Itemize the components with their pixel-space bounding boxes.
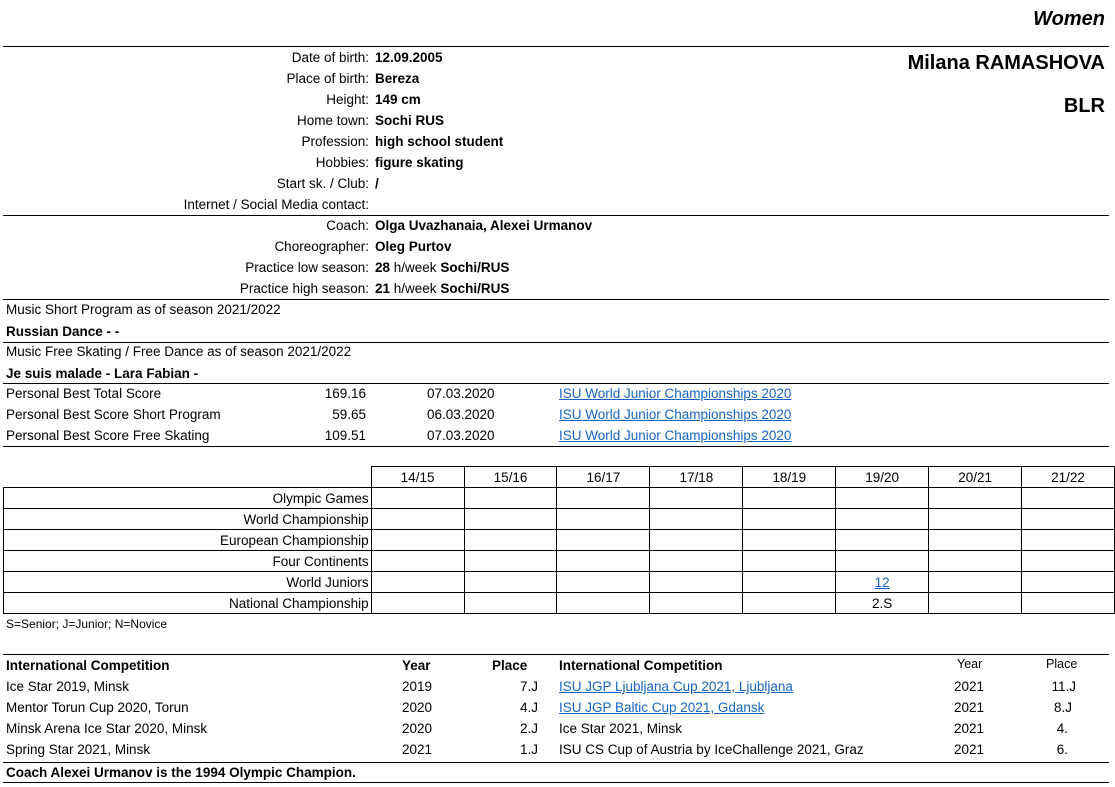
cell [464,551,557,572]
competition-link[interactable]: ISU JGP Baltic Cup 2021, Gdansk [559,700,765,715]
bio-label: Internet / Social Media contact: [183,197,369,212]
practice-low-label: Practice low season: [245,260,369,275]
coach-label: Coach: [326,218,369,233]
bio-value: / [375,176,379,191]
bio-value: Sochi RUS [375,113,445,128]
cell [371,509,464,530]
row-label: Four Continents [4,551,372,572]
cell [371,593,464,614]
competition-place: 7.J [519,679,538,694]
season-header: 17/18 [650,467,743,488]
cell [371,530,464,551]
cell [836,530,929,551]
championship-table [3,466,1115,614]
pb-event-link[interactable]: ISU World Junior Championships 2020 [559,428,792,443]
cell [464,488,557,509]
pb-label: Personal Best Score Short Program [6,407,221,422]
coach-value: Olga Uvazhanaia, Alexei Urmanov [375,218,593,233]
cell [929,572,1022,593]
legend-text: S=Senior; J=Junior; N=Novice [6,617,168,631]
competition-header: International Competition [6,658,170,673]
practice-low-value [375,260,509,275]
bio-value: figure skating [375,155,464,170]
bio-value: high school student [375,134,504,149]
practice-high-value [375,281,509,296]
competition-year: 2020 [402,700,433,715]
cell [650,572,743,593]
cell [836,551,929,572]
cell [929,593,1022,614]
athlete-name: Milana RAMASHOVA [907,52,1105,74]
cell [650,551,743,572]
bio-value: 149 cm [375,92,421,107]
header-spacer [4,467,372,488]
pb-score: 59.65 [332,407,366,422]
table-row [4,551,1115,572]
cell [464,572,557,593]
practice-high-place: Sochi/RUS [440,281,510,296]
season-header: 15/16 [464,467,557,488]
divider [3,215,1109,216]
cell [371,488,464,509]
cell [557,488,650,509]
row-label: World Championship [4,509,372,530]
practice-low-hours: 28 [375,260,391,275]
divider [3,342,1109,343]
bio-label: Start sk. / Club: [276,176,369,191]
pb-date: 07.03.2020 [427,386,495,401]
season-header: 21/22 [1022,467,1115,488]
bio-label: Place of birth: [286,71,369,86]
row-label: European Championship [4,530,372,551]
cell [929,488,1022,509]
pb-date: 07.03.2020 [427,428,495,443]
cell [557,593,650,614]
pb-event-link[interactable]: ISU World Junior Championships 2020 [559,407,792,422]
cell [743,509,836,530]
divider [3,446,1109,447]
cell [650,509,743,530]
bio-label: Profession: [301,134,369,149]
competition-place: 4.J [519,700,538,715]
season-header: 14/15 [371,467,464,488]
category-title: Women [1033,8,1105,30]
cell [464,593,557,614]
competition-name: Ice Star 2019, Minsk [6,679,130,694]
divider [3,782,1109,783]
choreographer-value: Oleg Purtov [375,239,452,254]
cell [836,488,929,509]
row-label: Olympic Games [4,488,372,509]
cell [1022,593,1115,614]
competition-name: Minsk Arena Ice Star 2020, Minsk [6,721,208,736]
cell [650,530,743,551]
fs-music-heading: Music Free Skating / Free Dance as of season 2021/2022 [6,344,352,359]
season-header: 16/17 [557,467,650,488]
sp-music-heading: Music Short Program as of season 2021/2022 [6,302,281,317]
competition-place: 4. [1056,721,1068,736]
divider [3,762,1109,763]
cell [557,530,650,551]
bio-label: Date of birth: [291,50,369,65]
pb-label: Personal Best Score Free Skating [6,428,210,443]
divider [3,383,1109,384]
divider [3,46,1109,47]
competition-name: Mentor Torun Cup 2020, Torun [6,700,189,715]
world-juniors-result-cell [836,572,929,593]
table-row [4,593,1115,614]
cell [929,530,1022,551]
world-juniors-result-link[interactable]: 12 [874,574,890,590]
practice-low-place: Sochi/RUS [440,260,510,275]
cell [650,488,743,509]
cell [650,593,743,614]
sp-music-title: Russian Dance - - [6,324,120,339]
cell [929,551,1022,572]
season-header: 19/20 [836,467,929,488]
cell [1022,488,1115,509]
competition-name: Ice Star 2021, Minsk [559,721,683,736]
pb-date: 06.03.2020 [427,407,495,422]
season-header: 18/19 [743,467,836,488]
cell [1022,509,1115,530]
competition-year: 2021 [402,742,433,757]
practice-low-unit: h/week [390,260,441,275]
table-row [4,530,1115,551]
cell [557,551,650,572]
bio-label: Height: [326,92,369,107]
choreographer-label: Choreographer: [274,239,369,254]
practice-high-label: Practice high season: [239,281,369,296]
table-row [4,509,1115,530]
bio-label: Home town: [296,113,369,128]
row-label: National Championship [4,593,372,614]
cell [929,509,1022,530]
bio-label: Hobbies: [315,155,369,170]
divider [3,654,1109,655]
cell [557,572,650,593]
cell [557,509,650,530]
national-result-cell: 2.S [836,593,929,614]
year-header: Year [402,658,431,673]
cell [743,593,836,614]
footnote: Coach Alexei Urmanov is the 1994 Olympic Champion. [6,765,356,780]
cell [743,530,836,551]
competition-year: 2021 [954,700,985,715]
competition-year: 2021 [954,679,985,694]
competition-name: ISU CS Cup of Austria by IceChallenge 2021, Graz [559,742,864,757]
pb-label: Personal Best Total Score [6,386,162,401]
competition-place: 1.J [519,742,538,757]
table-row [4,488,1115,509]
bio-value: Bereza [375,71,420,86]
season-header: 20/21 [929,467,1022,488]
table-row [4,572,1115,593]
cell [743,572,836,593]
competition-header: International Competition [559,658,723,673]
table-header-row [4,467,1115,488]
pb-score: 169.16 [324,386,366,401]
cell [1022,572,1115,593]
cell [1022,551,1115,572]
competition-year: 2020 [402,721,433,736]
cell [1022,530,1115,551]
place-header: Place [1046,657,1078,671]
cell [836,509,929,530]
competition-link[interactable]: ISU JGP Ljubljana Cup 2021, Ljubljana [559,679,793,694]
competition-place: 6. [1056,742,1068,757]
competition-name: Spring Star 2021, Minsk [6,742,151,757]
place-header: Place [492,658,528,673]
year-header: Year [957,657,983,671]
row-label: World Juniors [4,572,372,593]
bio-value: 12.09.2005 [375,50,443,65]
pb-score: 109.51 [324,428,366,443]
competition-place: 11.J [1051,679,1076,694]
competition-year: 2019 [402,679,433,694]
divider [3,299,1109,300]
cell [464,530,557,551]
practice-high-hours: 21 [375,281,391,296]
cell [371,572,464,593]
practice-high-unit: h/week [390,281,441,296]
fs-music-title: Je suis malade - Lara Fabian - [6,366,199,381]
competition-place: 2.J [519,721,538,736]
cell [743,551,836,572]
competition-place: 8.J [1053,700,1072,715]
cell [371,551,464,572]
cell [464,509,557,530]
pb-event-link[interactable]: ISU World Junior Championships 2020 [559,386,792,401]
athlete-country: BLR [1063,95,1105,117]
competition-year: 2021 [954,721,985,736]
competition-year: 2021 [954,742,985,757]
cell [743,488,836,509]
